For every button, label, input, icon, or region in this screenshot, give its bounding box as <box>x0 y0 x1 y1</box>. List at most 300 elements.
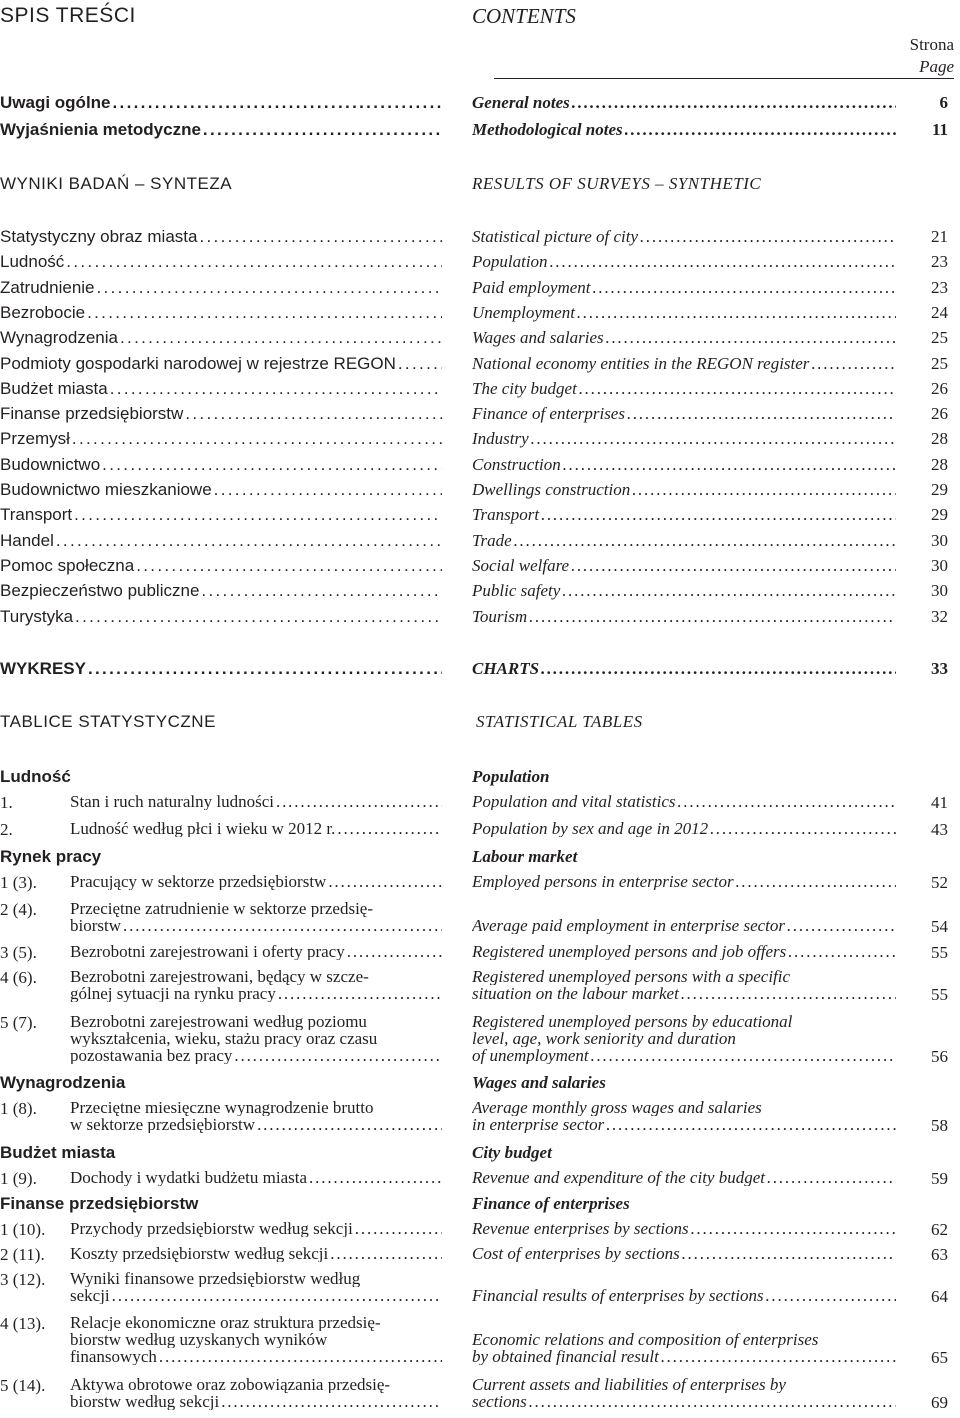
leader-dots <box>113 93 443 113</box>
entry-title-pl <box>0 429 442 449</box>
title-line-pl <box>70 1013 442 1030</box>
entry-text-pl: Turystyka <box>0 606 74 626</box>
table-title-pl <box>70 943 442 960</box>
table-title-en <box>472 793 896 810</box>
title-line-pl <box>70 1047 442 1064</box>
entry-title-en <box>472 429 896 449</box>
table-number: 1 (10). <box>0 1220 46 1239</box>
title-text: Employed persons in enterprise sector <box>472 873 734 890</box>
table-page-number: 56 <box>931 1047 948 1066</box>
title-text: Koszty przedsiębiorstw według sekcji <box>70 1245 329 1262</box>
title-line-pl <box>70 968 442 985</box>
entry-text-pl: Finanse przedsiębiorstw <box>0 404 184 424</box>
title-text: Bezrobotni zarejestrowani według poziomu <box>70 1013 367 1030</box>
leader-dots <box>562 581 896 601</box>
group-heading-en: Finance of enterprises <box>472 1194 630 1213</box>
title-text: Bezrobotni zarejestrowani i oferty pracy <box>70 943 345 960</box>
leader-dots <box>102 455 442 475</box>
section-title-en: RESULTS OF SURVEYS – SYNTHETIC <box>472 174 762 193</box>
title-line-en <box>472 943 896 960</box>
leader-dots <box>309 1169 442 1186</box>
title-line-en <box>472 1348 896 1365</box>
table-title-pl <box>70 1099 442 1133</box>
table-number: 1. <box>0 793 13 812</box>
title-text: Population by sex and age in 2012 <box>472 820 709 837</box>
entry-title-pl <box>0 455 442 475</box>
leader-dots <box>572 93 896 113</box>
title-line-en <box>472 1013 896 1030</box>
leader-dots <box>88 659 442 679</box>
entry-text-pl: Bezrobocie <box>0 302 86 322</box>
leader-dots <box>337 820 442 837</box>
title-line-en <box>472 1331 896 1348</box>
table-title-en <box>472 917 896 934</box>
group-heading-en: Labour market <box>472 847 578 866</box>
entry-title-en <box>472 227 896 247</box>
entry-text-en: Population <box>472 252 548 272</box>
entry-title-pl <box>0 404 442 424</box>
leader-dots <box>159 1348 442 1365</box>
leader-dots <box>661 1348 896 1365</box>
table-title-en <box>472 1287 896 1304</box>
entry-title-pl <box>0 328 442 348</box>
page-label-pl: Strona <box>909 35 954 54</box>
title-text: Economic relations and composition of enterprises <box>472 1331 819 1348</box>
entry-title-en <box>472 120 896 140</box>
entry-page-number: 26 <box>931 378 948 398</box>
title-text: Aktywa obrotowe oraz zobowiązania przedsię- <box>70 1376 391 1393</box>
title-line-en <box>472 917 896 934</box>
entry-page-number: 28 <box>931 429 948 449</box>
entry-page-number: 30 <box>931 530 948 550</box>
title-line-en <box>472 985 896 1002</box>
leader-dots <box>531 429 896 449</box>
leader-dots <box>563 455 896 475</box>
title-line-en <box>472 1099 896 1116</box>
group-heading-pl: Rynek pracy <box>0 847 102 866</box>
table-title-en <box>472 1331 896 1365</box>
leader-dots <box>529 1393 896 1410</box>
table-title-pl <box>70 793 442 810</box>
entry-title-pl <box>0 556 442 576</box>
leader-dots <box>66 252 442 272</box>
entry-text-pl: Bezpieczeństwo publiczne <box>0 581 200 601</box>
table-title-pl <box>70 1376 442 1410</box>
entry-text-en: Dwellings construction <box>472 480 631 499</box>
leader-dots <box>767 1169 896 1186</box>
entry-title-en <box>472 556 896 576</box>
entry-text-en: Wages and salaries <box>472 328 604 348</box>
entry-title-en <box>472 93 896 113</box>
section-title-en: STATISTICAL TABLES <box>476 712 643 731</box>
leader-dots <box>203 120 442 140</box>
table-page-number: 69 <box>931 1393 948 1412</box>
title-text: Revenue enterprises by sections <box>472 1220 689 1237</box>
title-line-pl <box>70 1220 442 1237</box>
table-title-pl <box>70 968 442 1002</box>
leader-dots <box>355 1220 442 1237</box>
title-line-en <box>472 873 896 890</box>
entry-title-en <box>472 354 896 374</box>
title-text: Revenue and expenditure of the city budget <box>472 1169 765 1186</box>
entry-text-pl: Uwagi ogólne <box>0 93 111 112</box>
title-line-pl <box>70 1030 442 1047</box>
leader-dots <box>74 505 442 525</box>
title-text: Registered unemployed persons with a specific <box>472 968 791 985</box>
entry-text-pl: Ludność <box>0 252 65 272</box>
title-pl: SPIS TREŚCI <box>0 4 136 27</box>
table-number: 2 (4). <box>0 900 37 919</box>
entry-page-number: 30 <box>931 581 948 601</box>
title-text: situation on the labour market <box>472 985 679 1002</box>
title-text: Population and vital statistics <box>472 793 676 810</box>
entry-text-pl: Pomoc społeczna <box>0 555 135 575</box>
title-line-pl <box>70 1270 442 1287</box>
title-line-en <box>472 1376 896 1393</box>
table-number: 1 (8). <box>0 1099 37 1118</box>
title-text: Wyniki finansowe przedsiębiorstw według <box>70 1270 361 1287</box>
title-line-pl <box>70 820 442 837</box>
title-line-pl <box>70 1169 442 1186</box>
table-page-number: 52 <box>931 873 948 892</box>
group-heading-en: Wages and salaries <box>472 1073 606 1092</box>
table-title-en <box>472 1169 896 1186</box>
title-line-pl <box>70 900 442 917</box>
entry-text-en: Finance of enterprises <box>472 404 625 424</box>
title-line-pl <box>70 1116 442 1133</box>
leader-dots <box>593 278 897 298</box>
title-text: biorstw według sekcji <box>70 1393 220 1410</box>
entry-text-pl: Przemysł <box>0 429 70 449</box>
entry-text-en: Transport <box>472 505 540 525</box>
entry-title-en <box>472 505 896 525</box>
leader-dots <box>606 328 896 348</box>
leader-dots <box>811 354 896 374</box>
title-line-pl <box>70 873 442 890</box>
title-line-pl <box>70 1393 442 1410</box>
entry-title-en <box>472 455 896 475</box>
leader-dots <box>514 531 896 551</box>
title-text: Bezrobotni zarejestrowani, będący w szcze- <box>70 968 369 985</box>
page-label-en: Page <box>494 56 954 79</box>
group-heading-en: Population <box>472 767 550 786</box>
table-title-pl <box>70 873 442 890</box>
title-text: wykształcenia, wieku, stażu pracy oraz czasu <box>70 1030 378 1047</box>
entry-page-number: 33 <box>931 659 948 678</box>
group-heading-pl: Budżet miasta <box>0 1143 116 1162</box>
entry-title-pl <box>0 379 442 399</box>
title-line-pl <box>70 1287 442 1304</box>
title-text: level, age, work seniority and duration <box>472 1030 736 1047</box>
leader-dots <box>788 943 896 960</box>
entry-text-en: Construction <box>472 454 561 474</box>
title-line-en <box>472 1116 896 1133</box>
table-number: 1 (3). <box>0 873 37 892</box>
entry-title-pl <box>0 581 442 601</box>
leader-dots <box>541 659 896 679</box>
entry-title-en <box>472 328 896 348</box>
title-text: Dochody i wydatki budżetu miasta <box>70 1169 308 1186</box>
title-text: Financial results of enterprises by sections <box>472 1287 764 1304</box>
leader-dots <box>710 820 896 837</box>
title-text: of unemployment <box>472 1047 589 1064</box>
leader-dots <box>257 1116 442 1133</box>
page-label <box>494 34 954 79</box>
entry-page-number: 11 <box>931 120 948 139</box>
leader-dots <box>577 303 896 323</box>
entry-title-pl <box>0 278 442 298</box>
title-line-pl <box>70 1376 442 1393</box>
table-title-pl <box>70 1169 442 1186</box>
title-text: biorstw według uzyskanych wyników <box>70 1331 328 1348</box>
table-page-number: 64 <box>931 1287 948 1306</box>
entry-text-pl: Zatrudnienie <box>0 277 95 297</box>
entry-title-pl <box>0 93 442 113</box>
leader-dots <box>110 379 442 399</box>
entry-text-en: Industry <box>472 429 529 449</box>
title-text: Registered unemployed persons by educational <box>472 1013 793 1030</box>
leader-dots <box>278 985 442 1002</box>
entry-text-pl: Budownictwo <box>0 454 101 474</box>
leader-dots <box>625 120 896 140</box>
leader-dots <box>606 1116 896 1133</box>
title-line-en <box>472 1169 896 1186</box>
entry-text-pl: Handel <box>0 530 54 550</box>
entry-title-pl <box>0 120 442 140</box>
entry-page-number: 23 <box>931 277 948 297</box>
table-title-en <box>472 820 896 837</box>
entry-title-en <box>472 278 896 298</box>
title-text: sections <box>472 1393 527 1410</box>
title-line-en <box>472 1245 896 1262</box>
entry-title-pl <box>0 480 442 500</box>
leader-dots <box>678 793 896 810</box>
section-title-pl: TABLICE STATYSTYCZNE <box>0 712 216 731</box>
table-number: 5 (7). <box>0 1013 37 1032</box>
title-text: biorstw <box>70 917 121 934</box>
leader-dots <box>640 227 896 247</box>
entry-page-number: 21 <box>931 227 948 246</box>
leader-dots <box>120 328 442 348</box>
title-text: Current assets and liabilities of enterprises by <box>472 1376 786 1393</box>
leader-dots <box>75 607 442 627</box>
title-line-pl <box>70 793 442 810</box>
table-page-number: 58 <box>931 1116 948 1135</box>
title-en: CONTENTS <box>472 4 576 28</box>
leader-dots <box>529 607 896 627</box>
leader-dots <box>136 556 442 576</box>
table-page-number: 65 <box>931 1348 948 1367</box>
entry-text-pl: Wynagrodzenia <box>0 328 118 348</box>
leader-dots <box>123 917 442 934</box>
title-line-en <box>472 1287 896 1304</box>
table-title-pl <box>70 1013 442 1064</box>
entry-text-en: General notes <box>472 93 570 112</box>
title-line-en <box>472 1220 896 1237</box>
leader-dots <box>787 917 896 934</box>
leader-dots <box>56 531 442 551</box>
title-text: in enterprise sector <box>472 1116 605 1133</box>
entry-title-en <box>472 480 896 500</box>
leader-dots <box>185 404 442 424</box>
leader-dots <box>201 581 442 601</box>
table-number: 1 (9). <box>0 1169 37 1188</box>
table-title-en <box>472 1099 896 1133</box>
table-title-en <box>472 943 896 960</box>
entry-title-en <box>472 607 896 627</box>
leader-dots <box>214 480 442 500</box>
entry-page-number: 25 <box>931 328 948 348</box>
entry-text-pl: Transport <box>0 505 73 525</box>
leader-dots <box>234 1047 442 1064</box>
leader-dots <box>398 354 442 374</box>
table-number: 4 (6). <box>0 968 37 987</box>
leader-dots <box>550 252 896 272</box>
leader-dots <box>736 873 896 890</box>
leader-dots <box>682 1245 896 1262</box>
leader-dots <box>579 379 896 399</box>
group-heading-en: City budget <box>472 1143 552 1162</box>
entry-title-pl <box>0 531 442 551</box>
entry-text-en: National economy entities in the REGON register <box>472 353 810 373</box>
entry-text-pl: Statystyczny obraz miasta <box>0 227 198 246</box>
table-title-en <box>472 1245 896 1262</box>
table-page-number: 41 <box>931 793 948 812</box>
leader-dots <box>87 303 442 323</box>
entry-title-en <box>472 659 896 679</box>
entry-text-en: CHARTS <box>472 659 540 678</box>
title-text: Relacje ekonomiczne oraz struktura przedsię- <box>70 1314 381 1331</box>
leader-dots <box>571 556 896 576</box>
title-line-en <box>472 1030 896 1047</box>
entry-title-en <box>472 303 896 323</box>
entry-title-pl <box>0 659 442 679</box>
leader-dots <box>766 1287 896 1304</box>
entry-page-number: 28 <box>931 454 948 474</box>
title-text: Przeciętne miesięczne wynagrodzenie brutto <box>70 1099 374 1116</box>
title-line-en <box>472 1047 896 1064</box>
leader-dots <box>112 1287 442 1304</box>
entry-text-pl: Wyjaśnienia metodyczne <box>0 120 201 139</box>
group-heading-pl: Finanse przedsiębiorstw <box>0 1194 199 1213</box>
title-text: Ludność według płci i wieku w 2012 r. <box>70 820 336 837</box>
table-page-number: 55 <box>931 985 948 1004</box>
table-number: 3 (5). <box>0 943 37 962</box>
entry-text-en: Methodological notes <box>472 120 623 139</box>
leader-dots <box>691 1220 896 1237</box>
title-text: gólnej sytuacji na rynku pracy <box>70 985 276 1002</box>
entry-title-pl <box>0 252 442 272</box>
group-heading-pl: Wynagrodzenia <box>0 1073 126 1092</box>
table-title-pl <box>70 900 442 934</box>
table-title-pl <box>70 1270 442 1304</box>
entry-title-en <box>472 404 896 424</box>
title-text: Stan i ruch naturalny ludności <box>70 793 274 810</box>
table-title-en <box>472 1013 896 1064</box>
entry-text-en: Tourism <box>472 606 528 626</box>
entry-text-en: Statistical picture of city <box>472 227 639 246</box>
table-number: 3 (12). <box>0 1270 46 1289</box>
table-title-pl <box>70 1314 442 1365</box>
entry-page-number: 23 <box>931 252 948 272</box>
entry-page-number: 6 <box>939 93 948 112</box>
entry-page-number: 25 <box>931 353 948 373</box>
title-text: w sektorze przedsiębiorstw <box>70 1116 256 1133</box>
title-line-pl <box>70 1348 442 1365</box>
title-line-pl <box>70 917 442 934</box>
title-text: sekcji <box>70 1287 110 1304</box>
entry-title-en <box>472 379 896 399</box>
leader-dots <box>632 480 896 500</box>
leader-dots <box>681 985 896 1002</box>
leader-dots <box>347 943 442 960</box>
entry-title-en <box>472 252 896 272</box>
table-title-en <box>472 1376 896 1410</box>
entry-text-en: Trade <box>472 530 512 550</box>
leader-dots <box>328 873 442 890</box>
entry-text-en: Paid employment <box>472 277 591 297</box>
title-text: Average monthly gross wages and salaries <box>472 1099 762 1116</box>
entry-title-pl <box>0 303 442 323</box>
entry-page-number: 29 <box>931 480 948 499</box>
entry-text-en: The city budget <box>472 378 577 398</box>
entry-title-pl <box>0 354 442 374</box>
table-page-number: 55 <box>931 943 948 962</box>
title-text: Pracujący w sektorze przedsiębiorstw <box>70 873 327 890</box>
title-text: pozostawania bez pracy <box>70 1047 233 1064</box>
entry-title-pl <box>0 607 442 627</box>
title-line-pl <box>70 1245 442 1262</box>
title-text: Przychody przedsiębiorstw według sekcji <box>70 1220 353 1237</box>
entry-text-pl: WYKRESY <box>0 659 86 678</box>
entry-text-pl: Budownictwo mieszkaniowe <box>0 480 212 499</box>
table-page-number: 62 <box>931 1220 948 1239</box>
table-title-en <box>472 1220 896 1237</box>
title-text: Cost of enterprises by sections <box>472 1245 680 1262</box>
title-text: finansowych <box>70 1348 157 1365</box>
table-title-en <box>472 968 896 1002</box>
entry-title-en <box>472 531 896 551</box>
entry-page-number: 30 <box>931 555 948 575</box>
title-line-en <box>472 1393 896 1410</box>
entry-text-en: Social welfare <box>472 555 570 575</box>
entry-page-number: 26 <box>931 404 948 424</box>
leader-dots <box>591 1047 896 1064</box>
title-text: Registered unemployed persons and job offers <box>472 943 787 960</box>
entry-text-en: Public safety <box>472 581 561 601</box>
title-line-en <box>472 820 896 837</box>
title-line-pl <box>70 943 442 960</box>
title-line-en <box>472 793 896 810</box>
title-line-en <box>472 968 896 985</box>
title-text: Przeciętne zatrudnienie w sektorze przedsię- <box>70 900 374 917</box>
leader-dots <box>221 1393 442 1410</box>
entry-title-pl <box>0 505 442 525</box>
table-page-number: 54 <box>931 917 948 936</box>
title-line-pl <box>70 1314 442 1331</box>
table-number: 2. <box>0 820 13 839</box>
leader-dots <box>97 278 442 298</box>
leader-dots <box>541 505 896 525</box>
table-title-pl <box>70 1220 442 1237</box>
title-text: Average paid employment in enterprise sector <box>472 917 786 934</box>
leader-dots <box>199 227 442 247</box>
title-line-pl <box>70 1099 442 1116</box>
leader-dots <box>72 429 442 449</box>
entry-text-en: Unemployment <box>472 302 575 322</box>
title-line-pl <box>70 1331 442 1348</box>
entry-page-number: 24 <box>931 302 948 322</box>
